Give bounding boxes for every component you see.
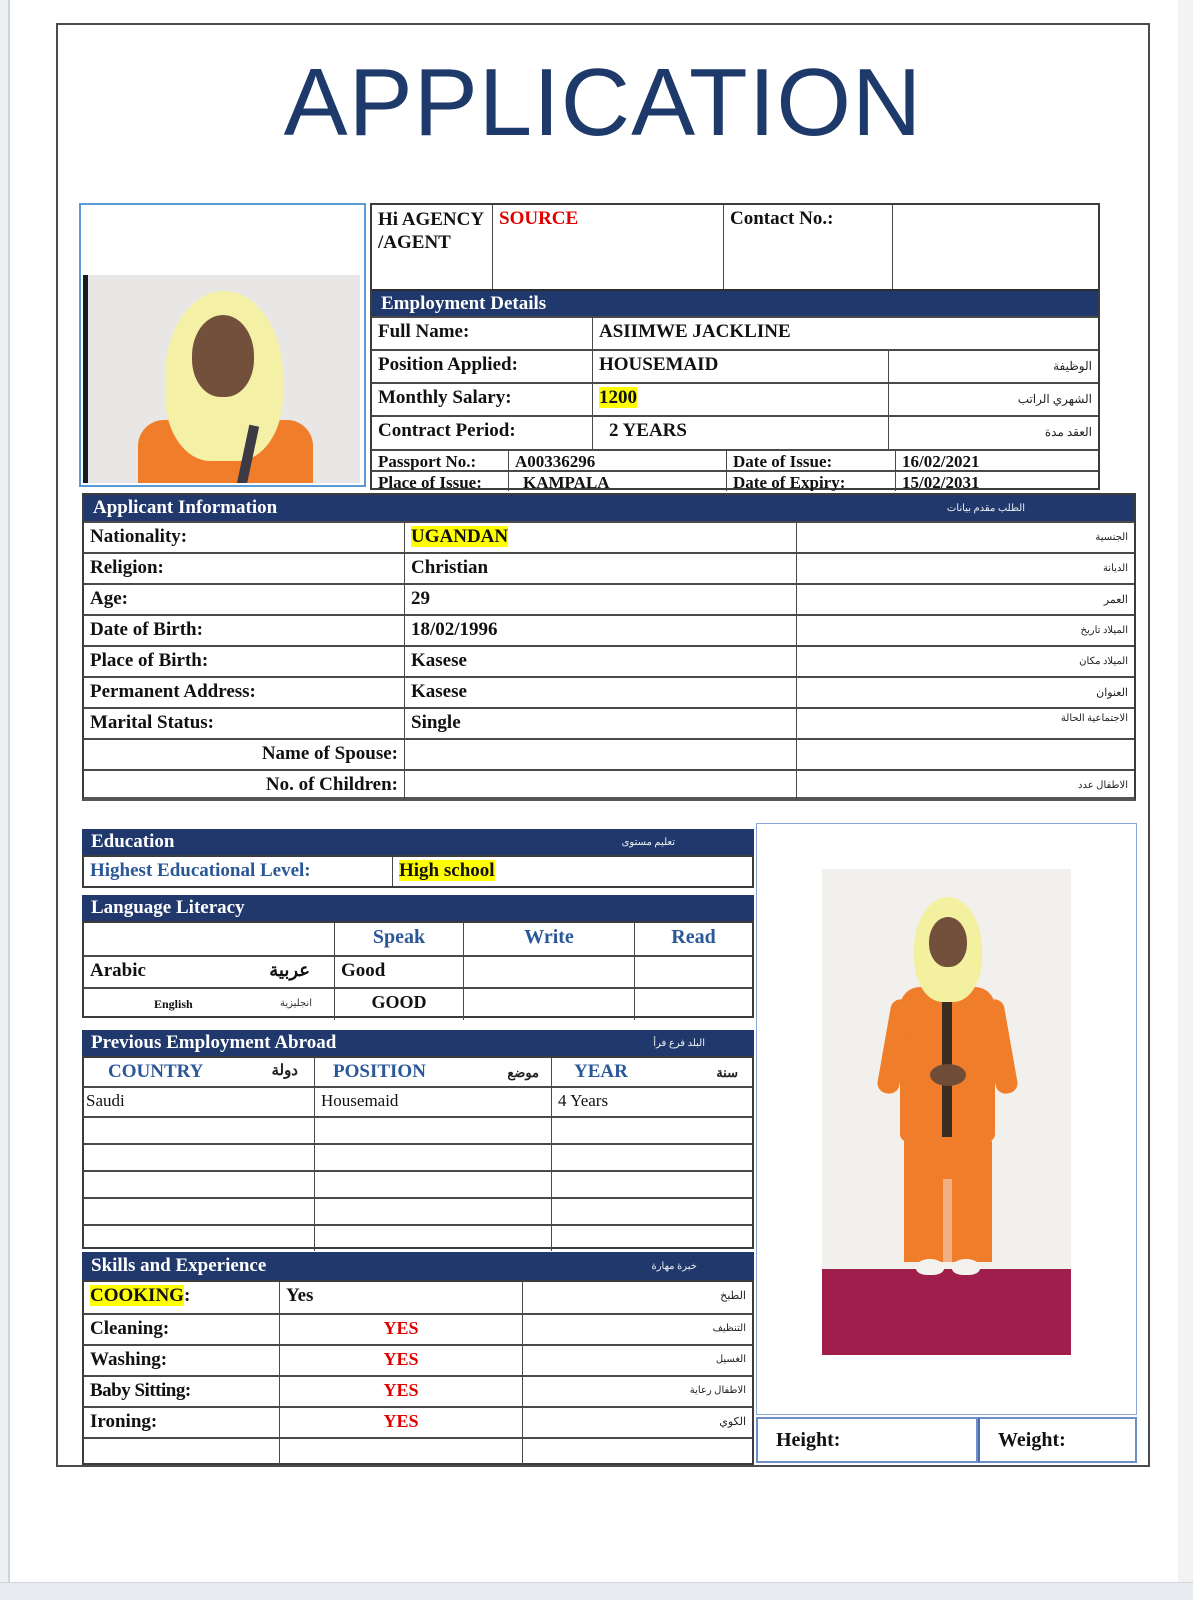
scan-right-edge — [1178, 0, 1193, 1600]
nationality-arabic: الجنسية — [796, 523, 1134, 552]
empty-cell — [84, 1172, 314, 1197]
year-column-ar: سنة — [716, 1065, 738, 1080]
washing-value: YES — [279, 1346, 522, 1375]
contract-row — [372, 415, 1098, 449]
previous-employment-empty-row — [84, 1224, 752, 1251]
scan-left-edge — [0, 0, 8, 1600]
empty-cell — [84, 1226, 314, 1251]
date-of-expiry-label: Date of Expiry: — [726, 472, 895, 491]
applicant-information-table — [82, 493, 1136, 801]
read-column-header: Read — [634, 923, 752, 955]
ironing-row — [84, 1406, 752, 1437]
religion-arabic: الديانة — [796, 554, 1134, 583]
photo-shape — [192, 315, 254, 397]
scan-bottom-edge — [0, 1582, 1193, 1600]
age-value: 29 — [404, 585, 796, 614]
washing-label: Washing: — [90, 1349, 168, 1370]
nationality-highlighted-value: UGANDAN — [411, 526, 509, 547]
place-of-birth-label: Place of Birth: — [90, 650, 209, 671]
country-column-ar: دولة — [271, 1063, 298, 1079]
employment-details-header — [372, 289, 1098, 316]
passport-no-label: Passport No.: — [378, 452, 477, 470]
previous-employment-header — [82, 1030, 754, 1056]
empty-cell — [314, 1199, 551, 1224]
photo-shape-hands — [930, 1064, 966, 1086]
empty-cell — [522, 1439, 752, 1467]
age-label: Age: — [90, 588, 128, 609]
year-column-en: YEAR — [574, 1061, 628, 1082]
arabic-language-name — [84, 957, 334, 987]
agency-id-label: Hi AGENCY /AGENT — [378, 209, 484, 254]
cooking-value: Yes — [279, 1282, 522, 1313]
contact-no-label: Contact No.: — [723, 205, 892, 289]
passport-no-value: A00336296 — [508, 451, 726, 470]
permanent-address-label: Permanent Address: — [90, 681, 256, 702]
applicant-information-header-arabic: الطلب مقدم بيانات — [946, 502, 1025, 514]
contract-arabic-label: العقد مدة — [888, 417, 1098, 449]
ironing-arabic: الكوي — [522, 1408, 752, 1437]
english-write-value — [463, 989, 634, 1020]
baby-sitting-arabic: الاطفال رعاية — [522, 1377, 752, 1406]
date-of-issue-value: 16/02/2021 — [895, 451, 1098, 470]
scan-left-edge-line — [8, 0, 10, 1600]
salary-highlighted-value: 1200 — [599, 387, 637, 408]
write-column-header: Write — [463, 923, 634, 955]
skills-header — [82, 1252, 754, 1280]
arabic-language-row — [84, 955, 752, 987]
cooking-label — [84, 1282, 279, 1313]
baby-sitting-label: Baby Sitting: — [90, 1380, 191, 1401]
salary-value — [592, 384, 888, 415]
empty-cell — [84, 1145, 314, 1170]
place-of-issue-value: KAMPALA — [508, 472, 726, 491]
ironing-value: YES — [279, 1408, 522, 1437]
position-row — [372, 349, 1098, 382]
weight-label: Weight: — [998, 1429, 1066, 1451]
baby-sitting-value: YES — [279, 1377, 522, 1406]
previous-employment-columns-row — [84, 1058, 752, 1086]
prev-country-value: Saudi — [86, 1091, 125, 1110]
agency-row — [372, 205, 1098, 289]
english-language-row — [84, 987, 752, 1020]
previous-employment-empty-row — [84, 1197, 752, 1224]
cooking-highlighted-label: COOKING — [90, 1285, 184, 1306]
empty-cell — [551, 1172, 752, 1197]
language-literacy-header-label: Language Literacy — [91, 897, 245, 918]
arabic-language-ar: عربية — [269, 960, 310, 980]
position-value: HOUSEMAID — [592, 351, 888, 382]
contract-label: Contract Period: — [378, 420, 516, 441]
cleaning-value: YES — [279, 1315, 522, 1344]
applicant-portrait-photo — [79, 203, 366, 487]
document-title: APPLICATION — [283, 49, 923, 156]
previous-employment-empty-row — [84, 1170, 752, 1197]
no-of-children-label: No. of Children: — [265, 774, 398, 795]
position-column-header — [314, 1058, 551, 1086]
empty-cell — [314, 1118, 551, 1143]
education-header-arabic: تعليم مستوى — [621, 836, 675, 848]
marital-status-arabic: الاجتماعية الحالة — [796, 709, 1134, 738]
english-language-ar: انجليزية — [279, 998, 312, 1009]
previous-employment-header-label: Previous Employment Abroad — [91, 1032, 337, 1053]
previous-employment-row-1 — [84, 1086, 752, 1116]
permanent-address-row — [84, 676, 1134, 707]
name-of-spouse-arabic — [796, 740, 1134, 769]
nationality-value — [404, 523, 796, 552]
empty-cell — [314, 1172, 551, 1197]
no-of-children-arabic: الاطفال عدد — [796, 771, 1134, 800]
marital-status-row — [84, 707, 1134, 738]
name-of-spouse-label: Name of Spouse: — [261, 743, 398, 764]
place-of-issue-label: Place of Issue: — [378, 473, 482, 491]
full-name-label: Full Name: — [378, 321, 470, 342]
place-of-birth-arabic: الميلاد مكان — [796, 647, 1134, 676]
date-of-birth-label: Date of Birth: — [90, 619, 203, 640]
education-level-row — [82, 855, 754, 888]
prev-year-value: 4 Years — [551, 1088, 752, 1116]
full-name-value: ASIIMWE JACKLINE — [592, 318, 1098, 349]
english-speak-value: GOOD — [334, 989, 463, 1020]
height-field — [756, 1417, 978, 1463]
age-arabic: العمر — [796, 585, 1134, 614]
permanent-address-value: Kasese — [404, 678, 796, 707]
cooking-row — [84, 1282, 752, 1313]
highest-education-label: Highest Educational Level: — [90, 860, 311, 881]
empty-cell — [314, 1226, 551, 1251]
source-label: SOURCE — [492, 205, 723, 289]
nationality-label: Nationality: — [90, 526, 188, 547]
cleaning-label: Cleaning: — [90, 1318, 170, 1339]
no-of-children-value — [404, 771, 796, 800]
salary-arabic-label: الشهري الراتب — [888, 384, 1098, 415]
empty-cell — [279, 1439, 522, 1467]
contact-no-value — [892, 205, 1098, 289]
arabic-read-value — [634, 957, 752, 987]
employment-details-header-label: Employment Details — [381, 292, 547, 314]
position-arabic-label: الوظيفة — [888, 351, 1098, 382]
baby-sitting-row — [84, 1375, 752, 1406]
skills-empty-row — [84, 1437, 752, 1467]
cleaning-arabic: التنظيف — [522, 1315, 752, 1344]
empty-cell — [84, 1118, 314, 1143]
empty-cell — [551, 1199, 752, 1224]
highest-education-highlighted-value: High school — [399, 860, 495, 881]
no-of-children-row — [84, 769, 1134, 800]
photo-shape-face — [929, 917, 967, 967]
photo-shape-sock-right — [952, 1259, 980, 1275]
language-columns-row — [84, 923, 752, 955]
english-read-value — [634, 989, 752, 1020]
position-column-ar: موضع — [507, 1065, 539, 1080]
english-language-name — [84, 989, 334, 1020]
highest-education-value — [392, 857, 752, 886]
previous-employment-empty-row — [84, 1143, 752, 1170]
country-column-header — [84, 1058, 314, 1086]
skills-header-label: Skills and Experience — [91, 1255, 267, 1276]
religion-row — [84, 552, 1134, 583]
contract-value: 2 YEARS — [592, 417, 888, 449]
salary-label: Monthly Salary: — [378, 387, 512, 408]
empty-cell — [551, 1145, 752, 1170]
marital-status-value: Single — [404, 709, 796, 738]
place-of-birth-row — [84, 645, 1134, 676]
name-of-spouse-value — [404, 740, 796, 769]
place-of-issue-row — [372, 470, 1098, 491]
position-column-en: POSITION — [333, 1061, 426, 1082]
applicant-information-header-label: Applicant Information — [93, 497, 278, 518]
previous-employment-header-arabic: البلد فرع فرأ — [653, 1037, 705, 1049]
country-column-en: COUNTRY — [108, 1061, 204, 1082]
education-header — [82, 829, 754, 855]
speak-column-header: Speak — [334, 923, 463, 955]
religion-value: Christian — [404, 554, 796, 583]
prev-position-value: Housemaid — [314, 1088, 551, 1116]
cooking-arabic: الطبخ — [522, 1282, 752, 1313]
english-language-en: English — [154, 997, 193, 1011]
washing-arabic: الغسيل — [522, 1346, 752, 1375]
previous-employment-table — [82, 1056, 754, 1249]
employment-details-table — [370, 203, 1100, 490]
photo-shape-sock-left — [916, 1259, 944, 1275]
photo-shape-carpet — [822, 1269, 1071, 1355]
fullbody-photo-area — [822, 869, 1071, 1355]
arabic-speak-value: Good — [334, 957, 463, 987]
salary-row — [372, 382, 1098, 415]
religion-label: Religion: — [90, 557, 164, 578]
year-column-header — [551, 1058, 752, 1086]
photo-shape-leg-gap — [943, 1179, 952, 1264]
language-literacy-table — [82, 921, 754, 1018]
applicant-fullbody-photo — [756, 823, 1137, 1415]
portrait-photo-area — [83, 275, 360, 483]
cleaning-row — [84, 1313, 752, 1344]
permanent-address-arabic: العنوان — [796, 678, 1134, 707]
language-name-column — [84, 923, 334, 955]
passport-row — [372, 449, 1098, 470]
weight-field — [978, 1417, 1137, 1463]
arabic-language-en: Arabic — [90, 960, 146, 981]
height-label: Height: — [776, 1429, 841, 1451]
position-label: Position Applied: — [378, 354, 518, 375]
date-of-expiry-value: 15/02/2031 — [895, 472, 1098, 491]
date-of-birth-arabic: الميلاد تاريخ — [796, 616, 1134, 645]
empty-cell — [84, 1199, 314, 1224]
skills-header-arabic: خبرة مهارة — [651, 1260, 697, 1272]
skills-table — [82, 1280, 754, 1465]
empty-cell — [551, 1226, 752, 1251]
measurements-row — [756, 1417, 1137, 1463]
cooking-label-colon: : — [183, 1285, 191, 1306]
applicant-information-header — [84, 495, 1134, 521]
previous-employment-empty-row — [84, 1116, 752, 1143]
date-of-issue-label: Date of Issue: — [726, 451, 895, 470]
ironing-label: Ironing: — [90, 1411, 158, 1432]
education-header-label: Education — [91, 831, 175, 852]
washing-row — [84, 1344, 752, 1375]
language-literacy-header — [82, 895, 754, 921]
name-of-spouse-row — [84, 738, 1134, 769]
full-name-row — [372, 316, 1098, 349]
empty-cell — [84, 1439, 279, 1467]
date-of-birth-value: 18/02/1996 — [404, 616, 796, 645]
age-row — [84, 583, 1134, 614]
marital-status-label: Marital Status: — [90, 712, 215, 733]
nationality-row — [84, 521, 1134, 552]
empty-cell — [551, 1118, 752, 1143]
photo-shape — [83, 275, 88, 483]
arabic-write-value — [463, 957, 634, 987]
empty-cell — [314, 1145, 551, 1170]
place-of-birth-value: Kasese — [404, 647, 796, 676]
date-of-birth-row — [84, 614, 1134, 645]
